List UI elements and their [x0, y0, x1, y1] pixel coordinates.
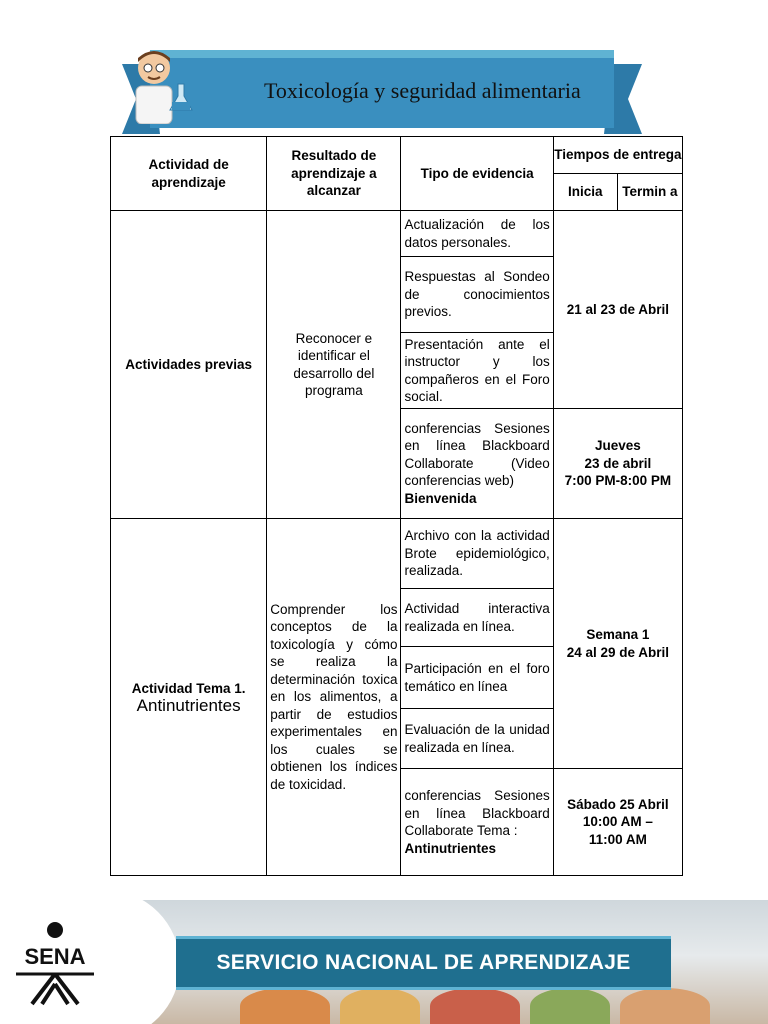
- evidence-cell: Evaluación de la unidad realizada en línea.: [401, 709, 553, 769]
- header-evidence: Tipo de evidencia: [401, 137, 553, 211]
- table-row: [111, 211, 683, 257]
- table-row: [111, 519, 683, 589]
- food-decoration: [340, 988, 420, 1024]
- footer-banner: [0, 900, 768, 1024]
- activity-cell: Actividades previas: [111, 211, 267, 519]
- evidence-text: conferencias Sesiones en línea Blackboard Collaborate Tema :: [404, 788, 550, 838]
- header-banner: [122, 44, 642, 136]
- evidence-bold: Antinutrientes: [404, 840, 496, 856]
- activity-label-bold: Actividad Tema 1.: [131, 680, 246, 696]
- scientist-avatar-icon: [122, 44, 202, 124]
- food-decoration: [530, 988, 610, 1024]
- result-cell: Comprender los conceptos de la toxicología y cómo se realiza la determinación toxica en los alimentos, a partir de estudios experimentales en los cuales se obtienen los índices de toxicidad.: [267, 519, 401, 876]
- food-decoration: [430, 988, 520, 1024]
- date-line: 10:00 AM –: [582, 814, 653, 830]
- activity-cell: [111, 519, 267, 876]
- header-activity: Actividad de aprendizaje: [111, 137, 267, 211]
- header-result: Resultado de aprendizaje a alcanzar: [267, 137, 401, 211]
- evidence-cell: [401, 409, 553, 519]
- page-title: Toxicología y seguridad alimentaria: [264, 78, 581, 103]
- activity-label: Antinutrientes: [136, 696, 241, 715]
- table-header-row: [111, 137, 683, 174]
- date-line: 11:00 AM: [588, 831, 647, 847]
- evidence-bold: Bienvenida: [404, 490, 477, 506]
- date-cell: [553, 769, 682, 876]
- evidence-text: conferencias Sesiones en línea Blackboard Collaborate (Video conferencias web): [404, 420, 550, 489]
- date-line: Sábado 25 Abril: [567, 796, 669, 812]
- evidence-cell: Participación en el foro temático en línea: [401, 647, 553, 709]
- date-line: 7:00 PM-8:00 PM: [564, 473, 672, 489]
- org-name-bar: [176, 936, 671, 990]
- date-cell: [553, 409, 682, 519]
- header-times: Tiempos de entrega: [553, 137, 682, 174]
- evidence-cell: Presentación ante el instructor y los compañeros en el Foro social.: [401, 333, 553, 409]
- schedule-table: [110, 136, 683, 876]
- org-name: SERVICIO NACIONAL DE APRENDIZAJE: [216, 951, 631, 974]
- evidence-cell: Actualización de los datos personales.: [401, 211, 553, 257]
- date-line: Jueves: [594, 438, 641, 454]
- evidence-cell: Archivo con la actividad Brote epidemiológico, realizada.: [401, 519, 553, 589]
- sena-logo-icon: [12, 918, 98, 1008]
- date-line: Semana 1: [586, 627, 650, 642]
- food-decoration: [620, 988, 710, 1024]
- food-decoration: [240, 988, 330, 1024]
- date-cell: [553, 519, 682, 769]
- result-cell: Reconocer e identificar el desarrollo del programa: [267, 211, 401, 519]
- date-cell: 21 al 23 de Abril: [553, 211, 682, 409]
- header-start: Inicia: [553, 174, 617, 211]
- evidence-cell: [401, 769, 553, 876]
- evidence-cell: Respuestas al Sondeo de conocimientos previos.: [401, 257, 553, 333]
- logo-text: SENA: [24, 944, 86, 969]
- date-line: 24 al 29 de Abril: [566, 644, 670, 660]
- evidence-cell: Actividad interactiva realizada en línea.: [401, 589, 553, 647]
- header-end: Termin a: [617, 174, 682, 211]
- date-line: 23 de abril: [584, 455, 652, 471]
